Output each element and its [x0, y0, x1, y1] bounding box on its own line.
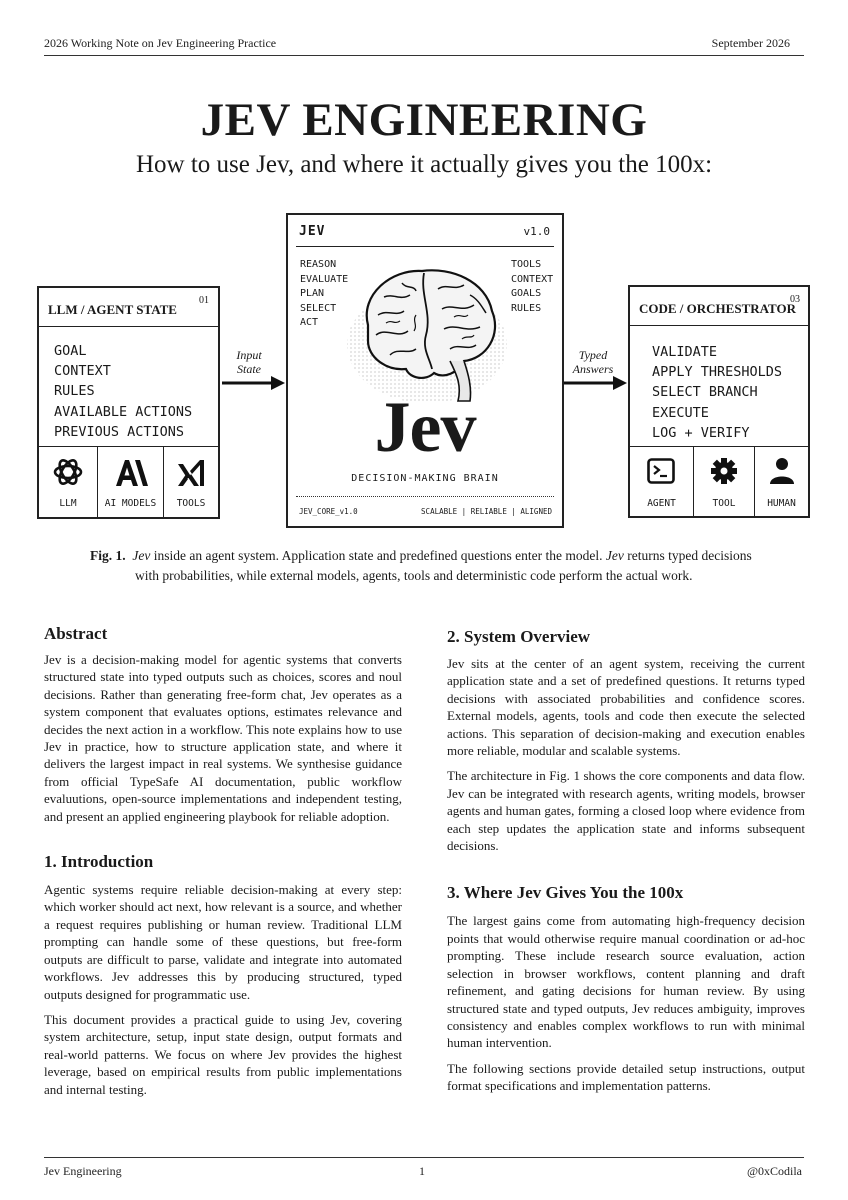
introduction-paragraph: This document provides a practical guide to using Jev, covering system architecture, setup, input state design, output formats and real-world patterns. We focus on where Jev provides the highest leverage, based on empirical results from public implementations and internal testing.	[44, 1011, 402, 1097]
openai-logo-icon	[51, 455, 85, 489]
output-arrow-icon	[563, 374, 629, 392]
divider	[296, 246, 554, 247]
arrow-label-line: Answers	[572, 362, 614, 376]
jev-core-traits: SCALABLE | RELIABLE | ALIGNED	[421, 507, 552, 516]
list-item: ACT	[300, 317, 319, 328]
person-icon	[769, 457, 795, 485]
tools-cell	[164, 446, 218, 517]
divider	[630, 325, 808, 326]
gear-icon	[710, 457, 738, 485]
list-item: SELECT	[300, 302, 337, 314]
list-item: AVAILABLE ACTIONS	[54, 403, 193, 420]
list-item: CONTEXT	[54, 363, 111, 380]
input-arrow-icon	[221, 374, 287, 392]
page-number: 1	[419, 1164, 425, 1178]
agent-state-items	[54, 341, 192, 442]
ai-models-cell	[98, 446, 163, 517]
arrow-label-line: Typed	[578, 348, 608, 362]
caption-label: Fig. 1.	[90, 548, 126, 563]
agent-label: AGENT	[647, 498, 676, 509]
where-jev-paragraph: The largest gains come from automating high-frequency decision points that would otherwise require manual coordination or ad-hoc prompting. These include research source evaluation, action selection in browser workflows, content planning and draft refinement, and gating decisions for human review. By using structured state and typed outputs, Jev reduces ambiguity, improves consistency and enables complex workflows to run with minimal human intervention.	[447, 913, 805, 1051]
list-item: REASON	[300, 259, 337, 270]
list-item: PREVIOUS ACTIONS	[54, 423, 185, 440]
llm-cell	[39, 446, 97, 517]
system-overview-paragraph: The architecture in Fig. 1 shows the core components and data flow. Jev can be integrated with research agents, writing models, browser agents and human gates, forming a closed loop where evidence from each step updates the application state and informs subsequent decisions.	[447, 768, 805, 854]
where-jev-paragraph: The following sections provide detailed setup instructions, output format specifications and implementation patterns.	[447, 1060, 805, 1094]
brain-icon	[346, 255, 508, 405]
list-item: CONTEXT	[511, 273, 554, 285]
xai-logo-icon	[176, 458, 206, 488]
right-column	[447, 626, 805, 1095]
divider	[39, 326, 218, 327]
figure-caption	[90, 546, 770, 586]
typed-answers-label	[565, 348, 621, 376]
list-item: EXECUTE	[652, 404, 709, 421]
jev-core-id: JEV_CORE_v1.0	[299, 507, 358, 516]
list-item: TOOLS	[511, 259, 542, 270]
header-rule	[44, 55, 804, 56]
tool-label: TOOL	[712, 498, 736, 509]
list-item: RULES	[511, 302, 542, 314]
ai-models-label: AI MODELS	[104, 498, 157, 509]
caption-text: inside an agent system. Application state and predefined questions enter the model.	[150, 548, 606, 563]
introduction-heading: 1. Introduction	[44, 852, 154, 872]
abstract-paragraph: Jev is a decision-making model for agentic systems that converts structured state into typed outputs such as choices, scores and noul decisions. Rather than generating free-form chat, Jev operates as a system component that evaluates options, estimates relevance and decides the next action in a workflow. This note explains how to use Jev in practice, how to structure application state, and where it delivers the largest impact in real systems. We synthesise guidance from official TypeSafe AI documentation, public workflow evaluutions, open-source implementations and independent testing, and present an applied engineering playbook for reliable adoption.	[44, 652, 402, 824]
footer-rule	[44, 1157, 804, 1158]
running-header-right: September 2026	[711, 36, 790, 50]
tools-label: TOOLS	[176, 498, 206, 509]
list-item: GOAL	[54, 343, 87, 359]
list-item: PLAN	[300, 288, 325, 299]
caption-text: with probabilities, while external models, agents, tools and deterministic code perform the actual work.	[135, 568, 693, 583]
list-item: EVALUATE	[300, 273, 349, 285]
agent-state-title: LLM / AGENT STATE	[48, 302, 177, 317]
agent-cell	[630, 446, 693, 516]
caption-jev: Jev	[132, 548, 151, 563]
where-jev-heading: 3. Where Jev Gives You the 100x	[447, 883, 684, 903]
jev-tagline: DECISION-MAKING BRAIN	[351, 473, 499, 484]
arrow-label-line: State	[237, 362, 261, 376]
footer-right: @0xCodila	[746, 1164, 802, 1178]
left-column	[44, 623, 402, 1098]
jev-box-title: JEV	[299, 224, 326, 239]
jev-inputs-list	[511, 258, 553, 316]
system-overview-paragraph: Jev sits at the center of an agent system, receiving the current application state and a set of predefined questions. It returns typed decisions with associated probabilities and confidence scores. External models, agents, tools and code then execute the selected actions. This separation of decision-making and execution enables more reliable, modular and scalable systems.	[447, 656, 805, 759]
jev-box-version: v1.0	[523, 225, 550, 238]
jev-capabilities-list	[300, 258, 348, 331]
running-header-left: 2026 Working Note on Jev Engineering Practice	[44, 36, 277, 50]
list-item: VALIDATE	[652, 344, 718, 360]
orchestrator-box	[628, 285, 810, 518]
jev-wordmark: Jev	[374, 387, 476, 467]
list-item: SELECT BRANCH	[652, 384, 758, 401]
list-item: LOG + VERIFY	[652, 424, 750, 441]
footer-left: Jev Engineering	[44, 1164, 122, 1178]
tool-cell	[694, 446, 754, 516]
abstract-heading: Abstract	[44, 624, 108, 643]
list-item: GOALS	[511, 288, 542, 299]
llm-label: LLM	[59, 498, 77, 509]
page-subtitle: How to use Jev, and where it actually gives you the 100x:	[135, 151, 713, 178]
terminal-icon	[647, 458, 675, 484]
orchestrator-title: CODE / ORCHESTRATOR	[639, 301, 796, 316]
human-cell	[755, 446, 808, 516]
anthropic-logo-icon	[114, 458, 148, 488]
introduction-paragraph: Agentic systems require reliable decision-making at every step: which worker should act next, how relevant is a source, and whether a request requires publishing or human review. Traditional LLM prompting can handle some of these questions, but free-form outputs are difficult to parse, validate and integrate into automated workflows. Jev addresses this by producing structured, typed outputs designed for programmatic use.	[44, 882, 402, 1002]
human-label: HUMAN	[767, 498, 796, 509]
arrow-label-line: Input	[236, 348, 262, 362]
list-item: RULES	[54, 383, 95, 400]
orchestrator-items	[652, 342, 782, 443]
caption-text: returns typed decisions	[623, 548, 752, 563]
orchestrator-number: 03	[790, 294, 800, 305]
agent-state-number: 01	[199, 295, 209, 306]
page-title: JEV ENGINEERING	[200, 94, 648, 146]
divider	[296, 496, 554, 497]
list-item: APPLY THRESHOLDS	[652, 364, 783, 381]
system-overview-heading: 2. System Overview	[447, 627, 591, 646]
jev-core-box	[286, 213, 564, 528]
agent-state-box	[37, 286, 220, 519]
caption-jev: Jev	[605, 548, 624, 563]
input-state-label	[224, 348, 274, 376]
